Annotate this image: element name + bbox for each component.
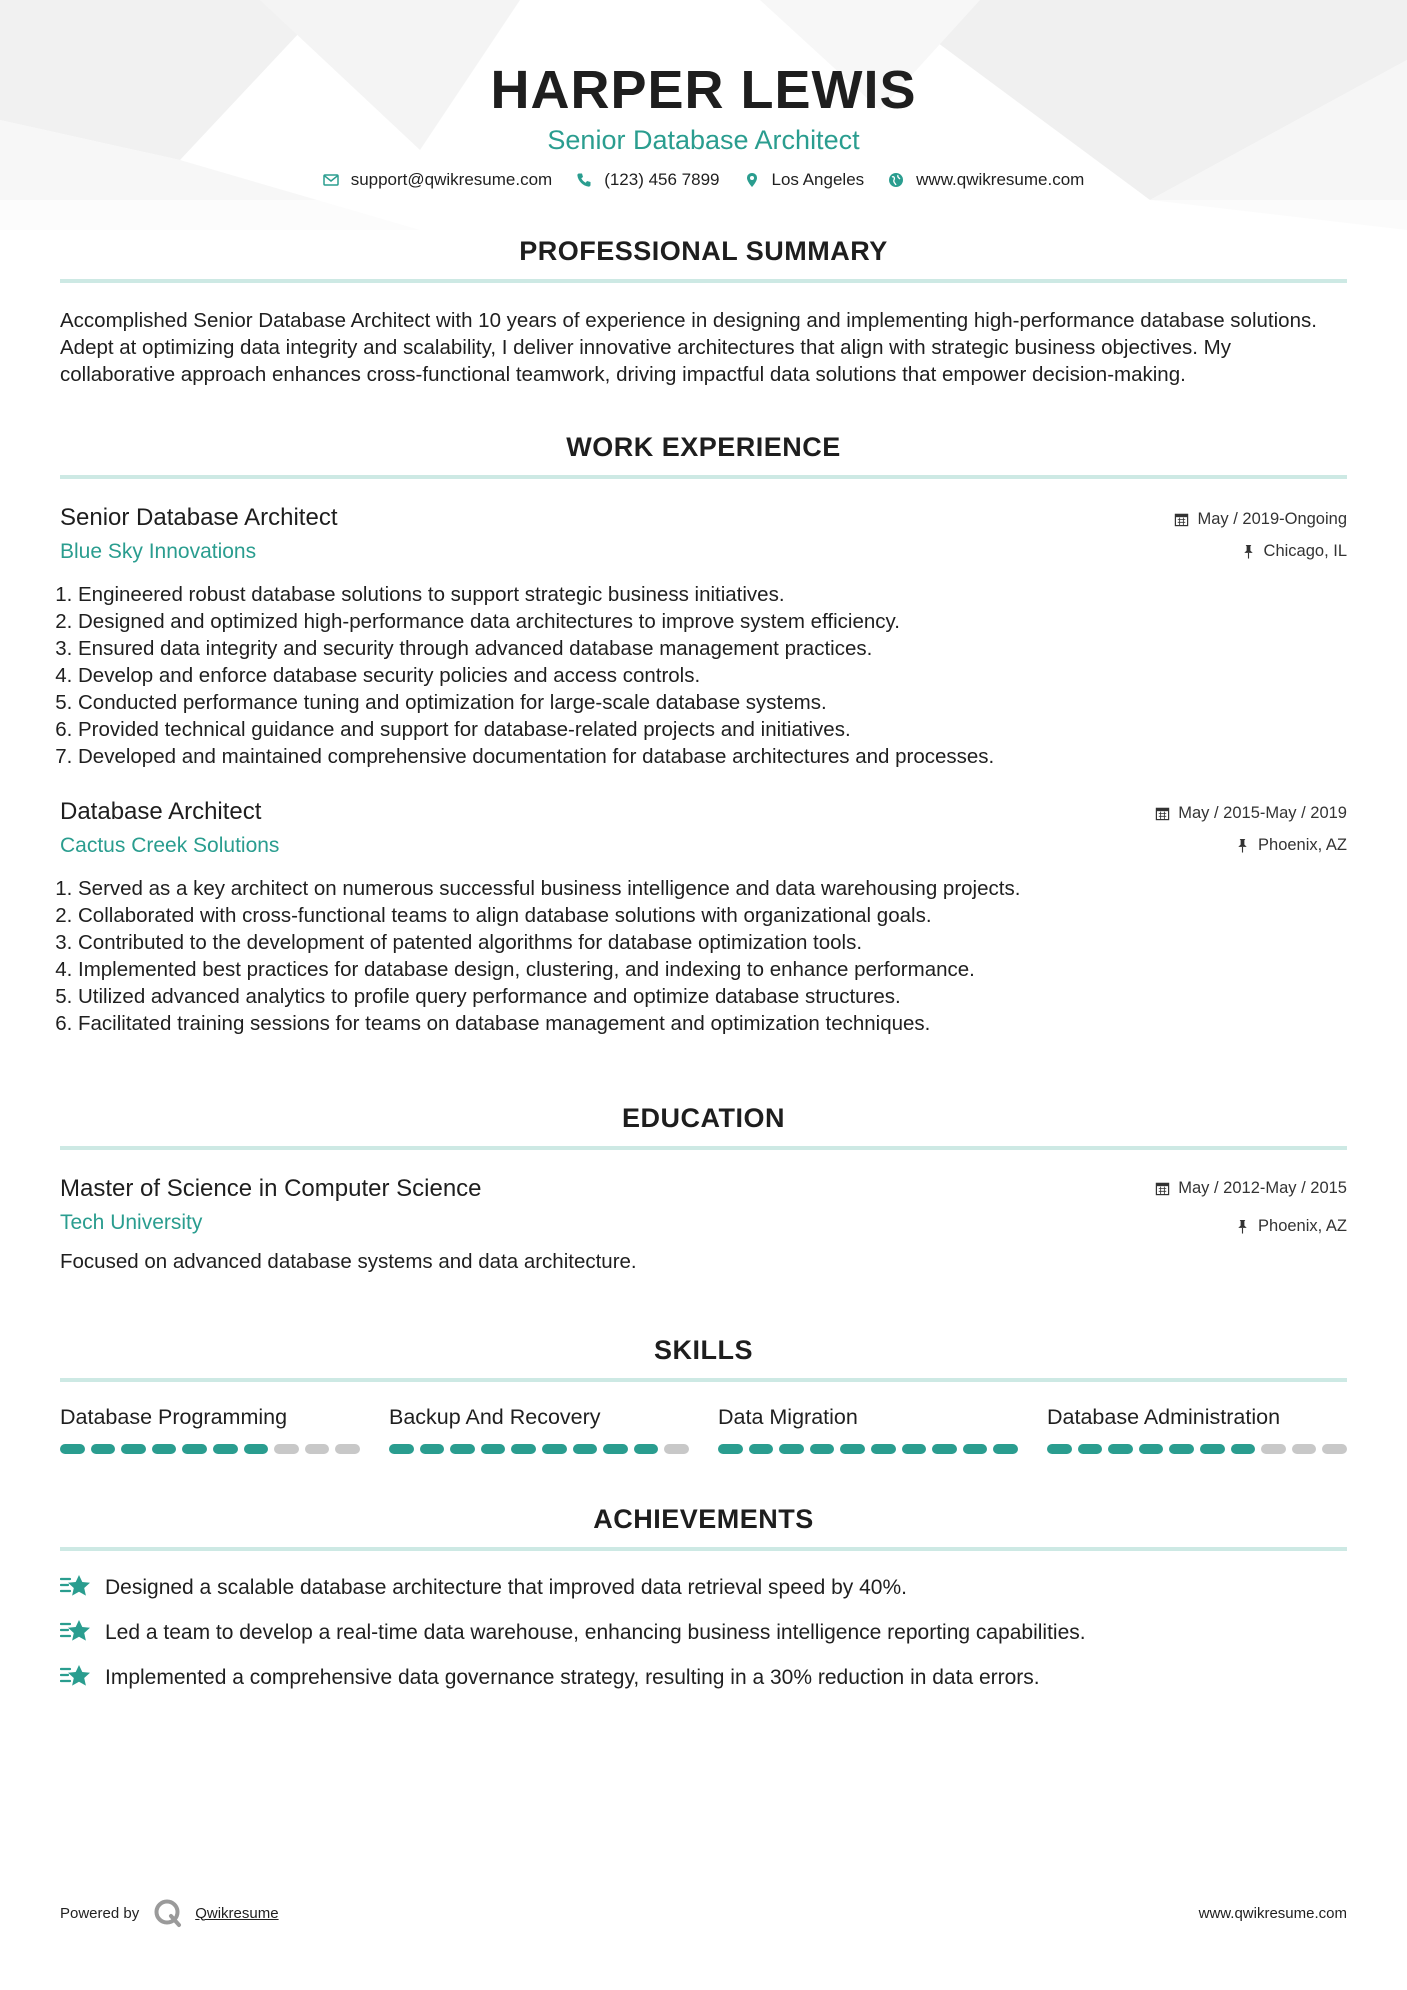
skill-segment-filled	[1108, 1444, 1133, 1454]
skill-segment-filled	[91, 1444, 116, 1454]
map-pin-icon	[744, 172, 760, 188]
skill-name: Data Migration	[718, 1405, 858, 1429]
phone-text: (123) 456 7899	[604, 170, 720, 189]
calendar-icon	[1174, 512, 1189, 527]
list-item: 6. Facilitated training sessions for teams on database management and optimization techniques.	[78, 1010, 1347, 1037]
candidate-name: HARPER LEWIS	[490, 60, 917, 120]
job-title: Senior Database Architect	[60, 504, 338, 531]
skill-segment-filled	[542, 1444, 567, 1454]
skill-segment-filled	[182, 1444, 207, 1454]
list-item: 5. Conducted performance tuning and optimization for large-scale database systems.	[78, 689, 1347, 716]
experience-section	[60, 432, 1347, 1037]
contact-email[interactable]	[323, 170, 553, 190]
skill-segment-filled	[389, 1444, 414, 1454]
list-item: 2. Collaborated with cross-functional teams to align database solutions with organizational goals.	[78, 902, 1347, 929]
skill-rating-bar	[1047, 1444, 1347, 1454]
star-badge-icon	[60, 1618, 92, 1646]
skill-segment-filled	[749, 1444, 774, 1454]
skill-name: Database Administration	[1047, 1405, 1281, 1429]
skill-segment-empty	[274, 1444, 299, 1454]
calendar-icon	[1155, 1181, 1170, 1196]
contact-bar	[60, 170, 1347, 190]
summary-text: Accomplished Senior Database Architect with 10 years of experience in designing and implementing high-performance database solutions. Adept at optimizing data integrity and scalability, I deliver innovative architectures that align with strategic business objectives. My collaborative approach enhances cross-functional teamwork, driving impactful data solutions that empower decision-making.	[60, 309, 1317, 386]
email-text: support@qwikresume.com	[350, 170, 553, 189]
experience-heading: WORK EXPERIENCE	[60, 432, 1347, 479]
list-item: 2. Designed and optimized high-performance data architectures to improve system efficiency.	[78, 608, 1347, 635]
job-location: Chicago, IL	[1263, 541, 1347, 560]
phone-icon	[576, 172, 592, 188]
job-bullets	[60, 581, 1347, 770]
skill-segment-empty	[305, 1444, 330, 1454]
skill-segment-filled	[840, 1444, 865, 1454]
job-title: Database Architect	[60, 798, 262, 825]
skill-segment-filled	[902, 1444, 927, 1454]
achievement-text: Designed a scalable database architecture that improved data retrieval speed by 40%.	[105, 1575, 907, 1599]
skill-segment-empty	[335, 1444, 360, 1454]
skill-segment-filled	[993, 1444, 1018, 1454]
achievement-text: Led a team to develop a real-time data warehouse, enhancing business intelligence reporting capabilities.	[105, 1620, 1086, 1644]
skill-segment-empty	[664, 1444, 689, 1454]
skill-segment-filled	[420, 1444, 445, 1454]
skill-segment-filled	[779, 1444, 804, 1454]
skills-list	[60, 1404, 1347, 1454]
skill-segment-filled	[213, 1444, 238, 1454]
list-item: 1. Engineered robust database solutions to support strategic business initiatives.	[78, 581, 1347, 608]
skill-segment-filled	[603, 1444, 628, 1454]
powered-by-label: Powered by	[60, 1904, 140, 1922]
education-section	[60, 1103, 1347, 1275]
star-badge-icon	[60, 1573, 92, 1601]
achievements-heading: ACHIEVEMENTS	[60, 1504, 1347, 1551]
skill-segment-filled	[450, 1444, 475, 1454]
list-item	[60, 1663, 1347, 1691]
achievement-text: Implemented a comprehensive data governance strategy, resulting in a 30% reduction in data errors.	[105, 1665, 1040, 1689]
contact-phone[interactable]	[576, 170, 719, 190]
list-item	[60, 1618, 1347, 1646]
skill-segment-filled	[573, 1444, 598, 1454]
skill-segment-filled	[152, 1444, 177, 1454]
job-entry	[60, 503, 1347, 770]
skill-item	[60, 1404, 360, 1454]
skill-segment-filled	[718, 1444, 743, 1454]
skill-segment-empty	[1292, 1444, 1317, 1454]
skill-segment-filled	[481, 1444, 506, 1454]
skill-item	[389, 1404, 689, 1454]
skill-item	[1047, 1404, 1347, 1454]
skill-segment-filled	[963, 1444, 988, 1454]
job-dates: May / 2019-Ongoing	[1197, 509, 1347, 528]
skill-rating-bar	[389, 1444, 689, 1454]
skill-name: Database Programming	[60, 1405, 288, 1429]
skill-rating-bar	[60, 1444, 360, 1454]
skills-heading: SKILLS	[60, 1335, 1347, 1382]
achievements-section	[60, 1504, 1347, 1691]
job-entry	[60, 797, 1347, 1037]
skill-segment-filled	[1200, 1444, 1225, 1454]
list-item: 6. Provided technical guidance and support for database-related projects and initiatives.	[78, 716, 1347, 743]
achievements-list	[60, 1573, 1347, 1691]
skill-segment-empty	[1322, 1444, 1347, 1454]
list-item: 3. Contributed to the development of patented algorithms for database optimization tools.	[78, 929, 1347, 956]
contact-website[interactable]	[888, 170, 1084, 190]
job-company: Blue Sky Innovations	[60, 540, 257, 563]
calendar-icon	[1155, 806, 1170, 821]
list-item: 4. Implemented best practices for database design, clustering, and indexing to enhance performance.	[78, 956, 1347, 983]
summary-section	[60, 236, 1347, 388]
location-text: Los Angeles	[771, 170, 865, 189]
skill-segment-filled	[1231, 1444, 1256, 1454]
job-dates: May / 2015-May / 2019	[1178, 803, 1347, 822]
skill-segment-filled	[1139, 1444, 1164, 1454]
list-item: 5. Utilized advanced analytics to profile query performance and optimize database structures.	[78, 983, 1347, 1010]
footer	[60, 1898, 1347, 1928]
skill-segment-filled	[121, 1444, 146, 1454]
skill-name: Backup And Recovery	[389, 1405, 601, 1429]
skill-item	[718, 1404, 1018, 1454]
qwikresume-logo-icon	[153, 1898, 183, 1928]
list-item	[60, 1573, 1347, 1601]
skill-segment-filled	[810, 1444, 835, 1454]
star-badge-icon	[60, 1663, 92, 1691]
list-item: 1. Served as a key architect on numerous successful business intelligence and data warehousing projects.	[78, 875, 1347, 902]
qwikresume-link[interactable]: Qwikresume	[195, 1904, 279, 1922]
skills-section	[60, 1335, 1347, 1454]
skill-segment-empty	[1261, 1444, 1286, 1454]
degree-title: Master of Science in Computer Science	[60, 1175, 482, 1202]
education-heading: EDUCATION	[60, 1103, 1347, 1150]
education-description: Focused on advanced database systems and data architecture.	[60, 1250, 637, 1273]
list-item: 4. Develop and enforce database security policies and access controls.	[78, 662, 1347, 689]
skill-segment-filled	[871, 1444, 896, 1454]
skill-segment-filled	[1169, 1444, 1194, 1454]
job-company: Cactus Creek Solutions	[60, 834, 280, 857]
skill-rating-bar	[718, 1444, 1018, 1454]
globe-icon	[888, 172, 904, 188]
list-item: 7. Developed and maintained comprehensive documentation for database architectures and processes.	[78, 743, 1347, 770]
contact-location	[744, 170, 865, 190]
skill-segment-filled	[60, 1444, 85, 1454]
list-item: 3. Ensured data integrity and security through advanced database management practices.	[78, 635, 1347, 662]
school-name: Tech University	[60, 1211, 203, 1234]
skill-segment-filled	[634, 1444, 659, 1454]
job-bullets	[60, 875, 1347, 1037]
education-location: Phoenix, AZ	[1258, 1216, 1347, 1235]
skill-segment-filled	[511, 1444, 536, 1454]
skill-segment-filled	[244, 1444, 269, 1454]
skill-segment-filled	[1078, 1444, 1103, 1454]
skill-segment-filled	[1047, 1444, 1072, 1454]
envelope-icon	[323, 172, 339, 188]
skill-segment-filled	[932, 1444, 957, 1454]
education-dates: May / 2012-May / 2015	[1178, 1178, 1347, 1197]
summary-heading: PROFESSIONAL SUMMARY	[60, 236, 1347, 283]
education-entry	[60, 1174, 1347, 1275]
pushpin-icon	[1241, 544, 1256, 559]
footer-website[interactable]: www.qwikresume.com	[1198, 1904, 1347, 1922]
candidate-title: Senior Database Architect	[547, 125, 860, 155]
pushpin-icon	[1235, 838, 1250, 853]
pushpin-icon	[1235, 1219, 1250, 1234]
job-location: Phoenix, AZ	[1258, 835, 1347, 854]
website-text: www.qwikresume.com	[916, 170, 1085, 189]
